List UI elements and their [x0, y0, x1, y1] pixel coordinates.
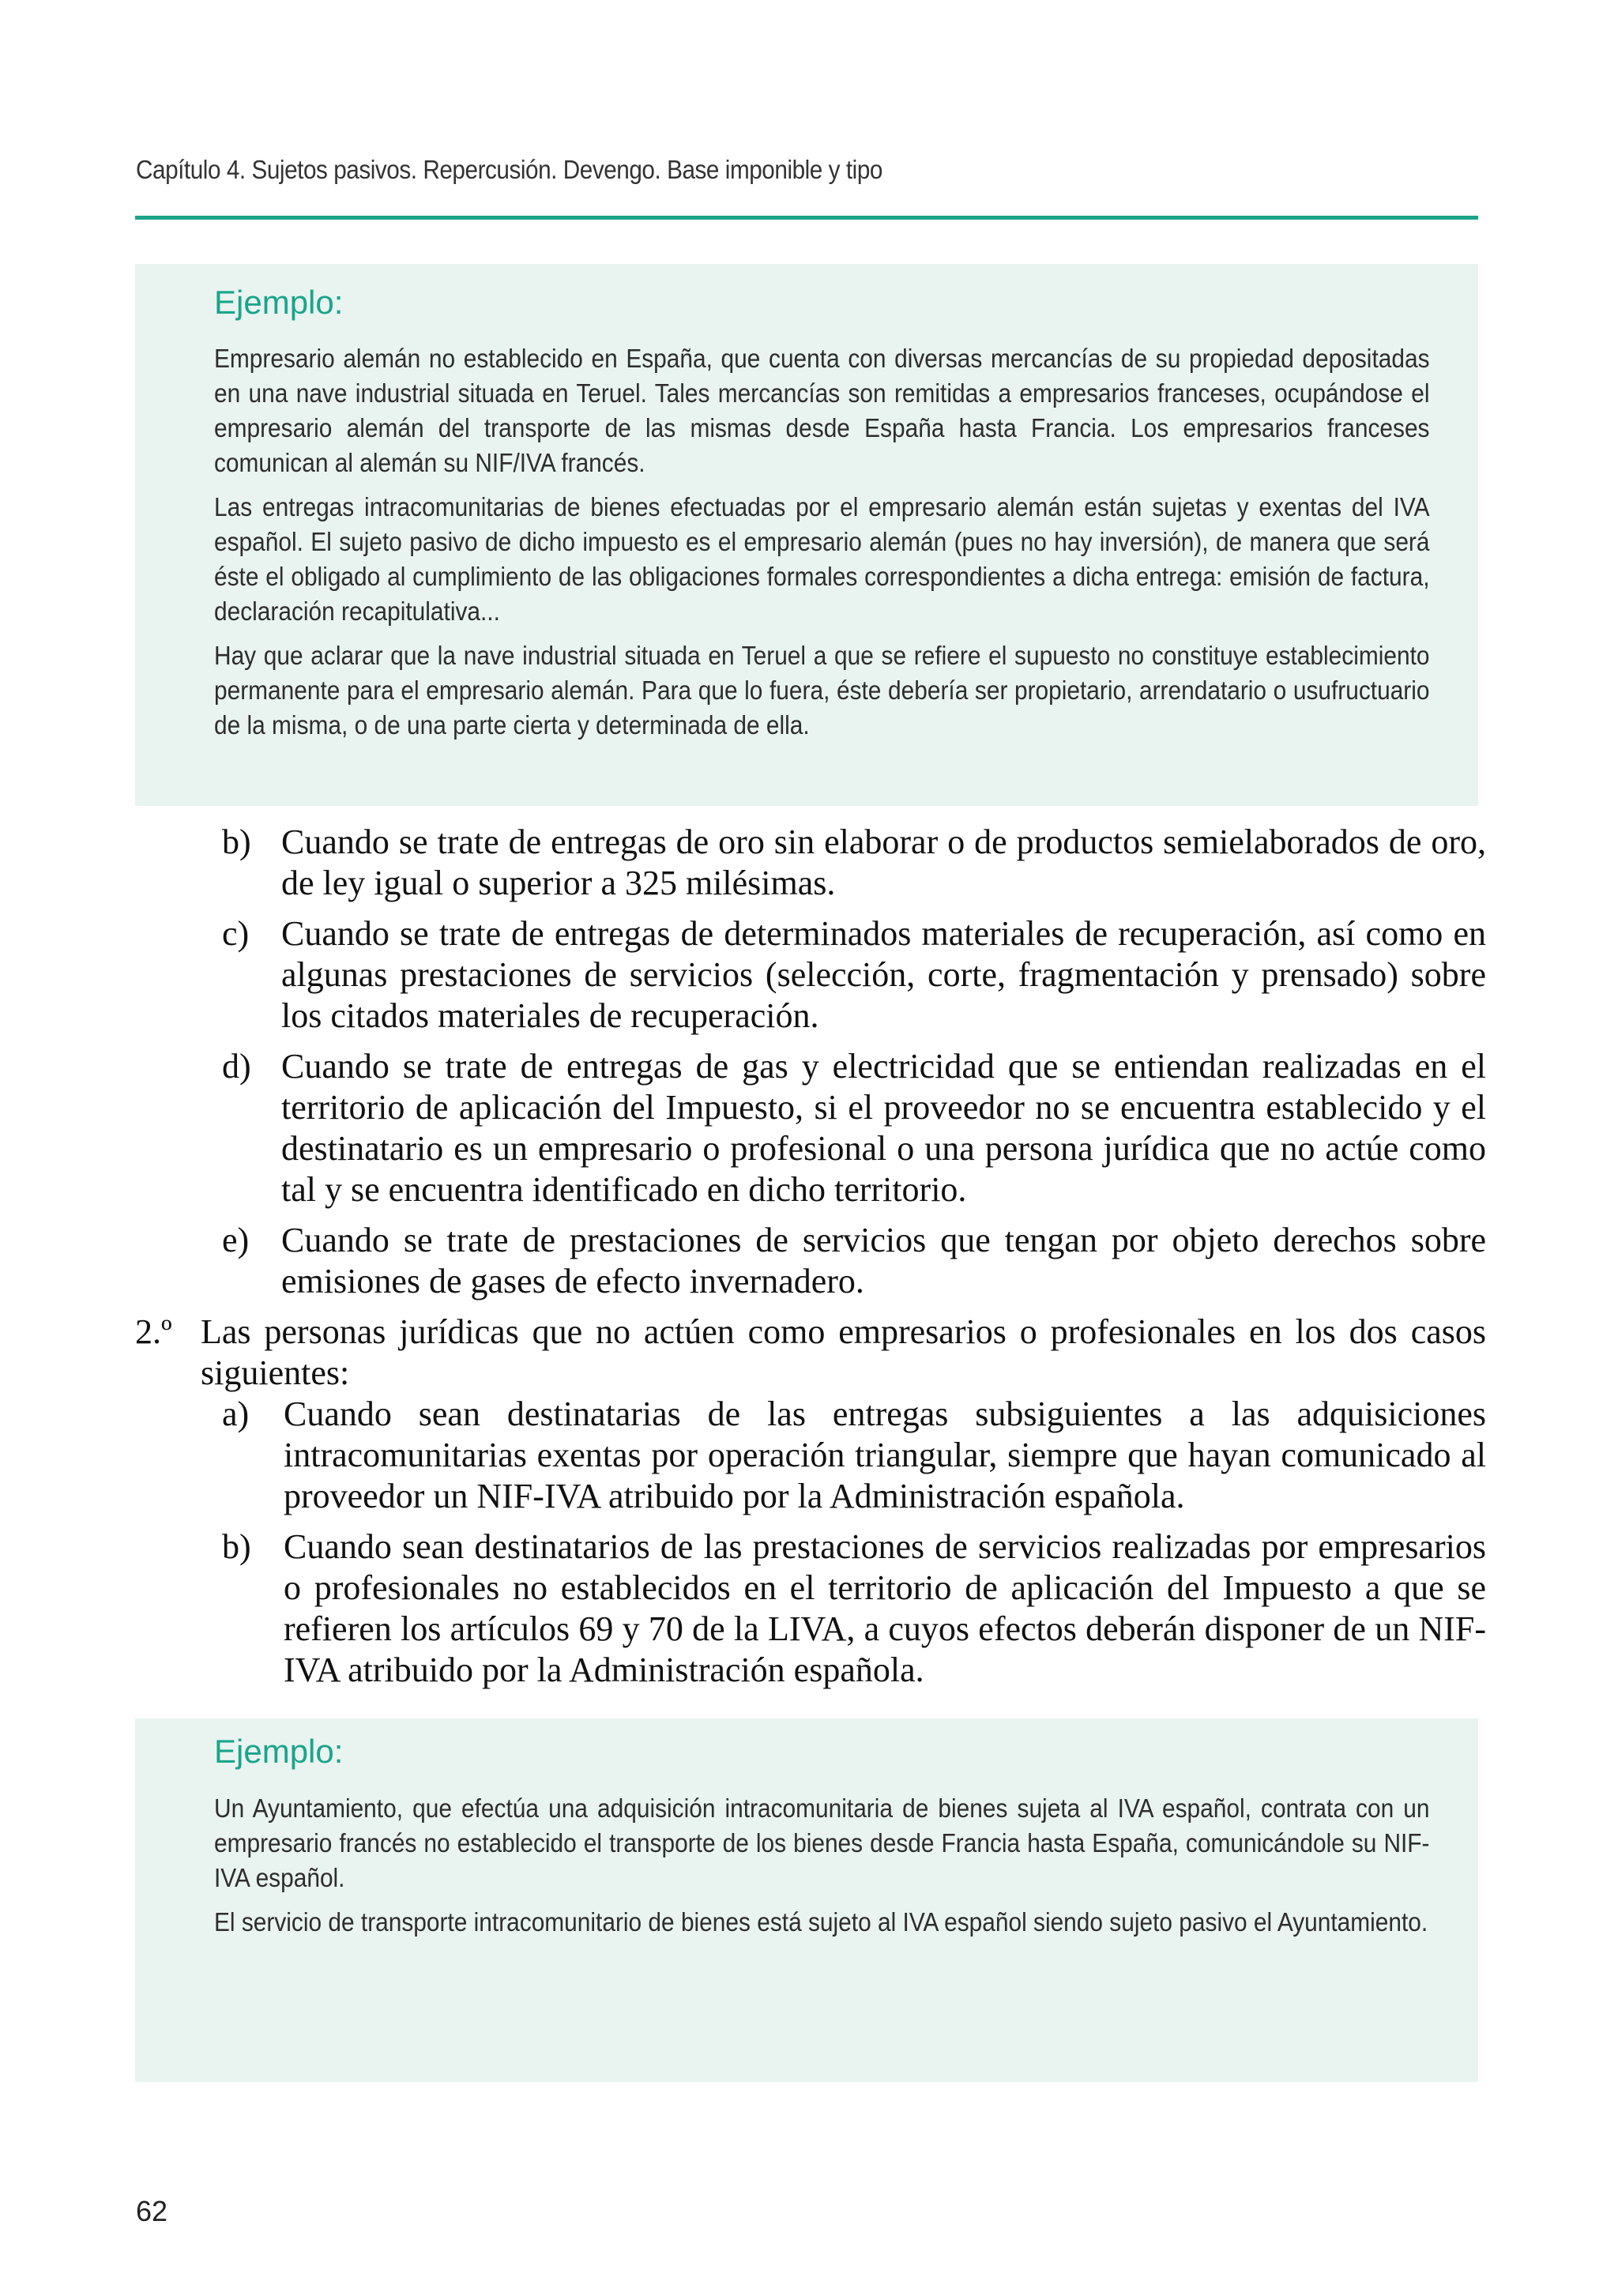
chapter-header: Capítulo 4. Sujetos pasivos. Repercusión. Devengo. Base imponible y tipo [136, 155, 882, 184]
example-box-2 [135, 1718, 1478, 2082]
header-rule [135, 216, 1478, 220]
list-item-label: b) [222, 1527, 251, 1566]
list-item-text: Cuando sean destinatarios de las prestaciones de servicios realizadas por empresarios o profesionales no establecidos en el territorio de aplicación del Impuesto a que se refieren los artículos 69 y 70 de la LIVA, a cuyos efectos deberán disponer de un NIF-IVA atribuido por la Administración española. [284, 1527, 1486, 1689]
example-box-1 [135, 264, 1478, 806]
list-item-text: Cuando se trate de entregas de oro sin elaborar o de productos semielaborados de oro, de ley igual o superior a 325 milésimas. [281, 822, 1486, 902]
list-item-label: c) [222, 914, 250, 953]
section-point-label: 2.º [135, 1312, 172, 1351]
list-item-label: e) [222, 1221, 250, 1259]
list-item-label: d) [222, 1047, 251, 1086]
example-paragraph: Un Ayuntamiento, que efectúa una adquisición intracomunitaria de bienes sujeta al IVA español, contrata con un empresario francés no establecido el transporte de los bienes desde Francia hasta España, comunicándole su NIF-IVA español. [214, 1794, 1430, 1892]
list-item-text: Cuando se trate de prestaciones de servicios que tengan por objeto derechos sobre emisiones de gases de efecto invernadero. [281, 1221, 1486, 1300]
example-paragraph: Empresario alemán no establecido en España, que cuenta con diversas mercancías de su propiedad depositadas en una nave industrial situada en Teruel. Tales mercancías son remitidas a empresarios franceses, ocupándose el empresario alemán del transporte de las mismas desde España hasta Francia. Los empresarios franceses comunican al alemán su NIF/IVA francés. [214, 344, 1430, 477]
list-item [135, 1220, 1486, 1302]
list-item-label: a) [222, 1395, 250, 1433]
list-item [135, 1394, 1486, 1517]
example-paragraph: Hay que aclarar que la nave industrial situada en Teruel a que se refiere el supuesto no constituye establecimiento permanente para el empresario alemán. Para que lo fuera, éste debería ser propietario, arrendatario o usufructuario de la misma, o de una parte cierta y determinada de ella. [214, 641, 1430, 740]
list-item-text: Cuando se trate de entregas de gas y electricidad que se entiendan realizadas en el territorio de aplicación del Impuesto, si el proveedor no se encuentra establecido y el destinatario es un empresario o profesional o una persona jurídica que no actúe como tal y se encuentra identificado en dicho territorio. [281, 1047, 1486, 1209]
list-item [135, 822, 1486, 904]
page-number: 62 [136, 2195, 168, 2227]
section-point-text: Las personas jurídicas que no actúen como empresarios o profesionales en los dos casos siguientes: [201, 1312, 1486, 1392]
section-point [135, 1312, 1486, 1394]
example-paragraph: Las entregas intracomunitarias de bienes efectuadas por el empresario alemán están sujetas y exentas del IVA español. El sujeto pasivo de dicho impuesto es el empresario alemán (pues no hay inversión), de manera que será éste el obligado al cumplimiento de las obligaciones formales correspondientes a dicha entrega: emisión de factura, declaración recapitulativa... [214, 492, 1430, 626]
list-item-text: Cuando sean destinatarias de las entregas subsiguientes a las adquisiciones intracomunitarias exentas por operación triangular, siempre que hayan comunicado al proveedor un NIF-IVA atribuido por la Administración española. [284, 1395, 1486, 1515]
example-title: Ejemplo: [214, 1733, 344, 1770]
example-text [214, 1791, 1430, 1949]
example-title: Ejemplo: [214, 284, 344, 321]
list-item [135, 1046, 1486, 1210]
example-text [214, 341, 1430, 752]
list-item-text: Cuando se trate de entregas de determinados materiales de recuperación, así como en algunas prestaciones de servicios (selección, corte, fragmentación y prensado) sobre los citados materiales de recuperación. [281, 914, 1486, 1035]
list-item [135, 1526, 1486, 1691]
list-item [135, 913, 1486, 1037]
list-item-label: b) [222, 822, 251, 861]
example-paragraph: El servicio de transporte intracomunitario de bienes está sujeto al IVA español siendo sujeto pasivo el Ayuntamiento. [214, 1907, 1428, 1937]
main-text [135, 822, 1486, 1700]
